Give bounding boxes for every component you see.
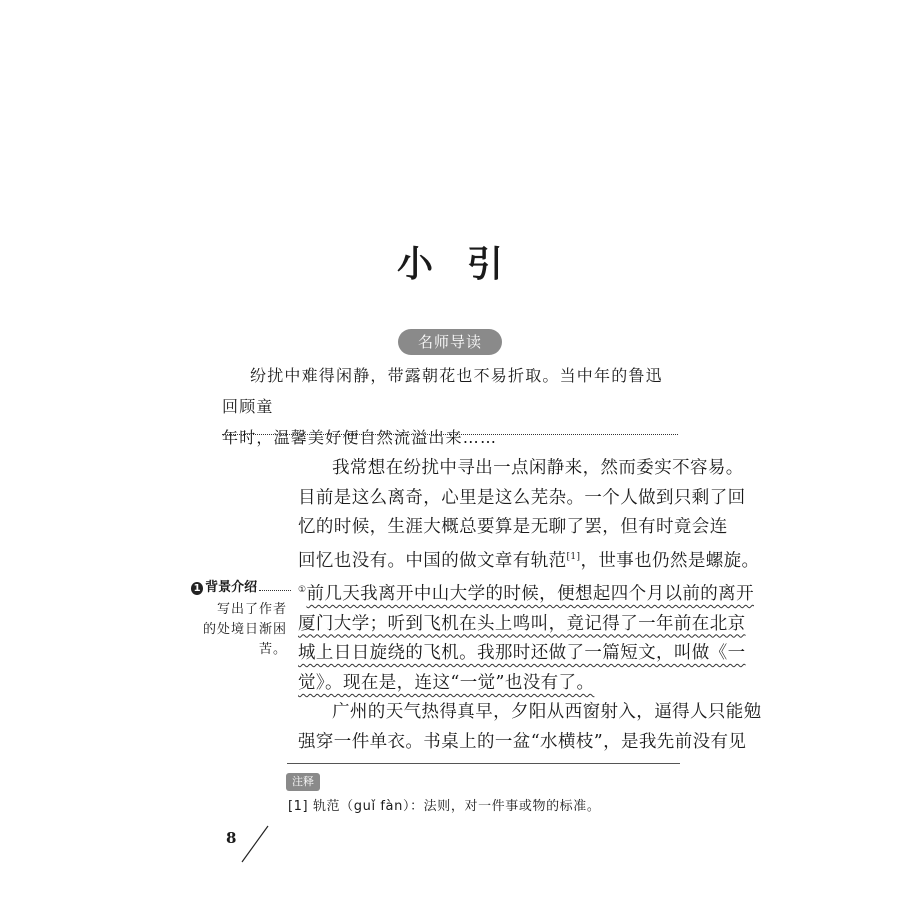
chapter-title — [0, 236, 900, 287]
footnote-ref: [1] — [566, 551, 581, 562]
annotation-ref: ① — [298, 585, 307, 596]
body-line-annotated — [298, 639, 746, 669]
footnote-rule — [287, 763, 680, 764]
side-annotation-head — [191, 578, 291, 598]
guide-intro-line-1: 纷扰中难得闲静，带露朝花也不易折取。当中年的鲁迅回顾童 — [222, 366, 663, 416]
body-line: 我常想在纷扰中寻出一点闲静来，然而委实不容易。 — [332, 458, 744, 478]
body-line-annotated — [298, 576, 754, 609]
body-line: 强穿一件单衣。书桌上的一盆“水横枝”，是我先前没有见 — [298, 732, 747, 752]
annotation-number: 1 — [191, 582, 203, 595]
chapter-title-char-1: 小 — [396, 244, 433, 285]
annotation-desc-line-1: 写出了作者 — [216, 602, 287, 617]
page-number: 8 — [226, 829, 237, 847]
side-annotation — [191, 578, 291, 660]
main-text — [298, 454, 762, 758]
guide-badge: 名师导读 — [398, 329, 502, 355]
footnote-item: [1] 轨范（guǐ fàn）：法则，对一件事或物的标准。 — [288, 799, 601, 814]
annotation-desc-line-2: 的处境日渐困苦。 — [202, 622, 287, 657]
annotated-text: 前几天我离开中山大学的时候，便想起四个月以前的离开 — [306, 584, 754, 605]
annotated-text: 觉》。现在是，连这“一觉”也没有了。 — [298, 672, 595, 693]
body-line-part: 回忆也没有。中国的做文章有轨范 — [298, 550, 567, 571]
page-slash-decoration — [240, 824, 270, 864]
guide-intro — [222, 360, 678, 453]
body-line-annotated — [298, 610, 746, 640]
body-line-annotated — [298, 669, 686, 699]
annotated-text: 厦门大学；听到飞机在头上鸣叫，竟记得了一年前在北京 — [298, 613, 746, 634]
body-line: 广州的天气热得真早，夕阳从西窗射入，逼得人只能勉 — [332, 702, 762, 723]
dotted-divider — [222, 434, 678, 435]
body-line: 忆的时候，生涯大概总要算是无聊了罢，但有时竟会连 — [298, 517, 728, 538]
body-line — [298, 543, 760, 576]
notes-badge: 注释 — [286, 773, 320, 791]
chapter-title-char-2: 引 — [467, 244, 504, 285]
guide-intro-line-2: 年时，温馨美好便自然流溢出来…… — [222, 428, 498, 447]
body-line: 目前是这么离奇，心里是这么芜杂。一个人做到只剩了回 — [298, 487, 746, 508]
annotation-label: 背景介绍 — [205, 580, 258, 595]
annotation-leader-dots — [259, 590, 291, 591]
annotated-text: 城上日日旋绕的飞机。我那时还做了一篇短文，叫做《一 — [298, 643, 746, 664]
body-line-part: ，世事也仍然是螺旋。 — [580, 550, 760, 571]
